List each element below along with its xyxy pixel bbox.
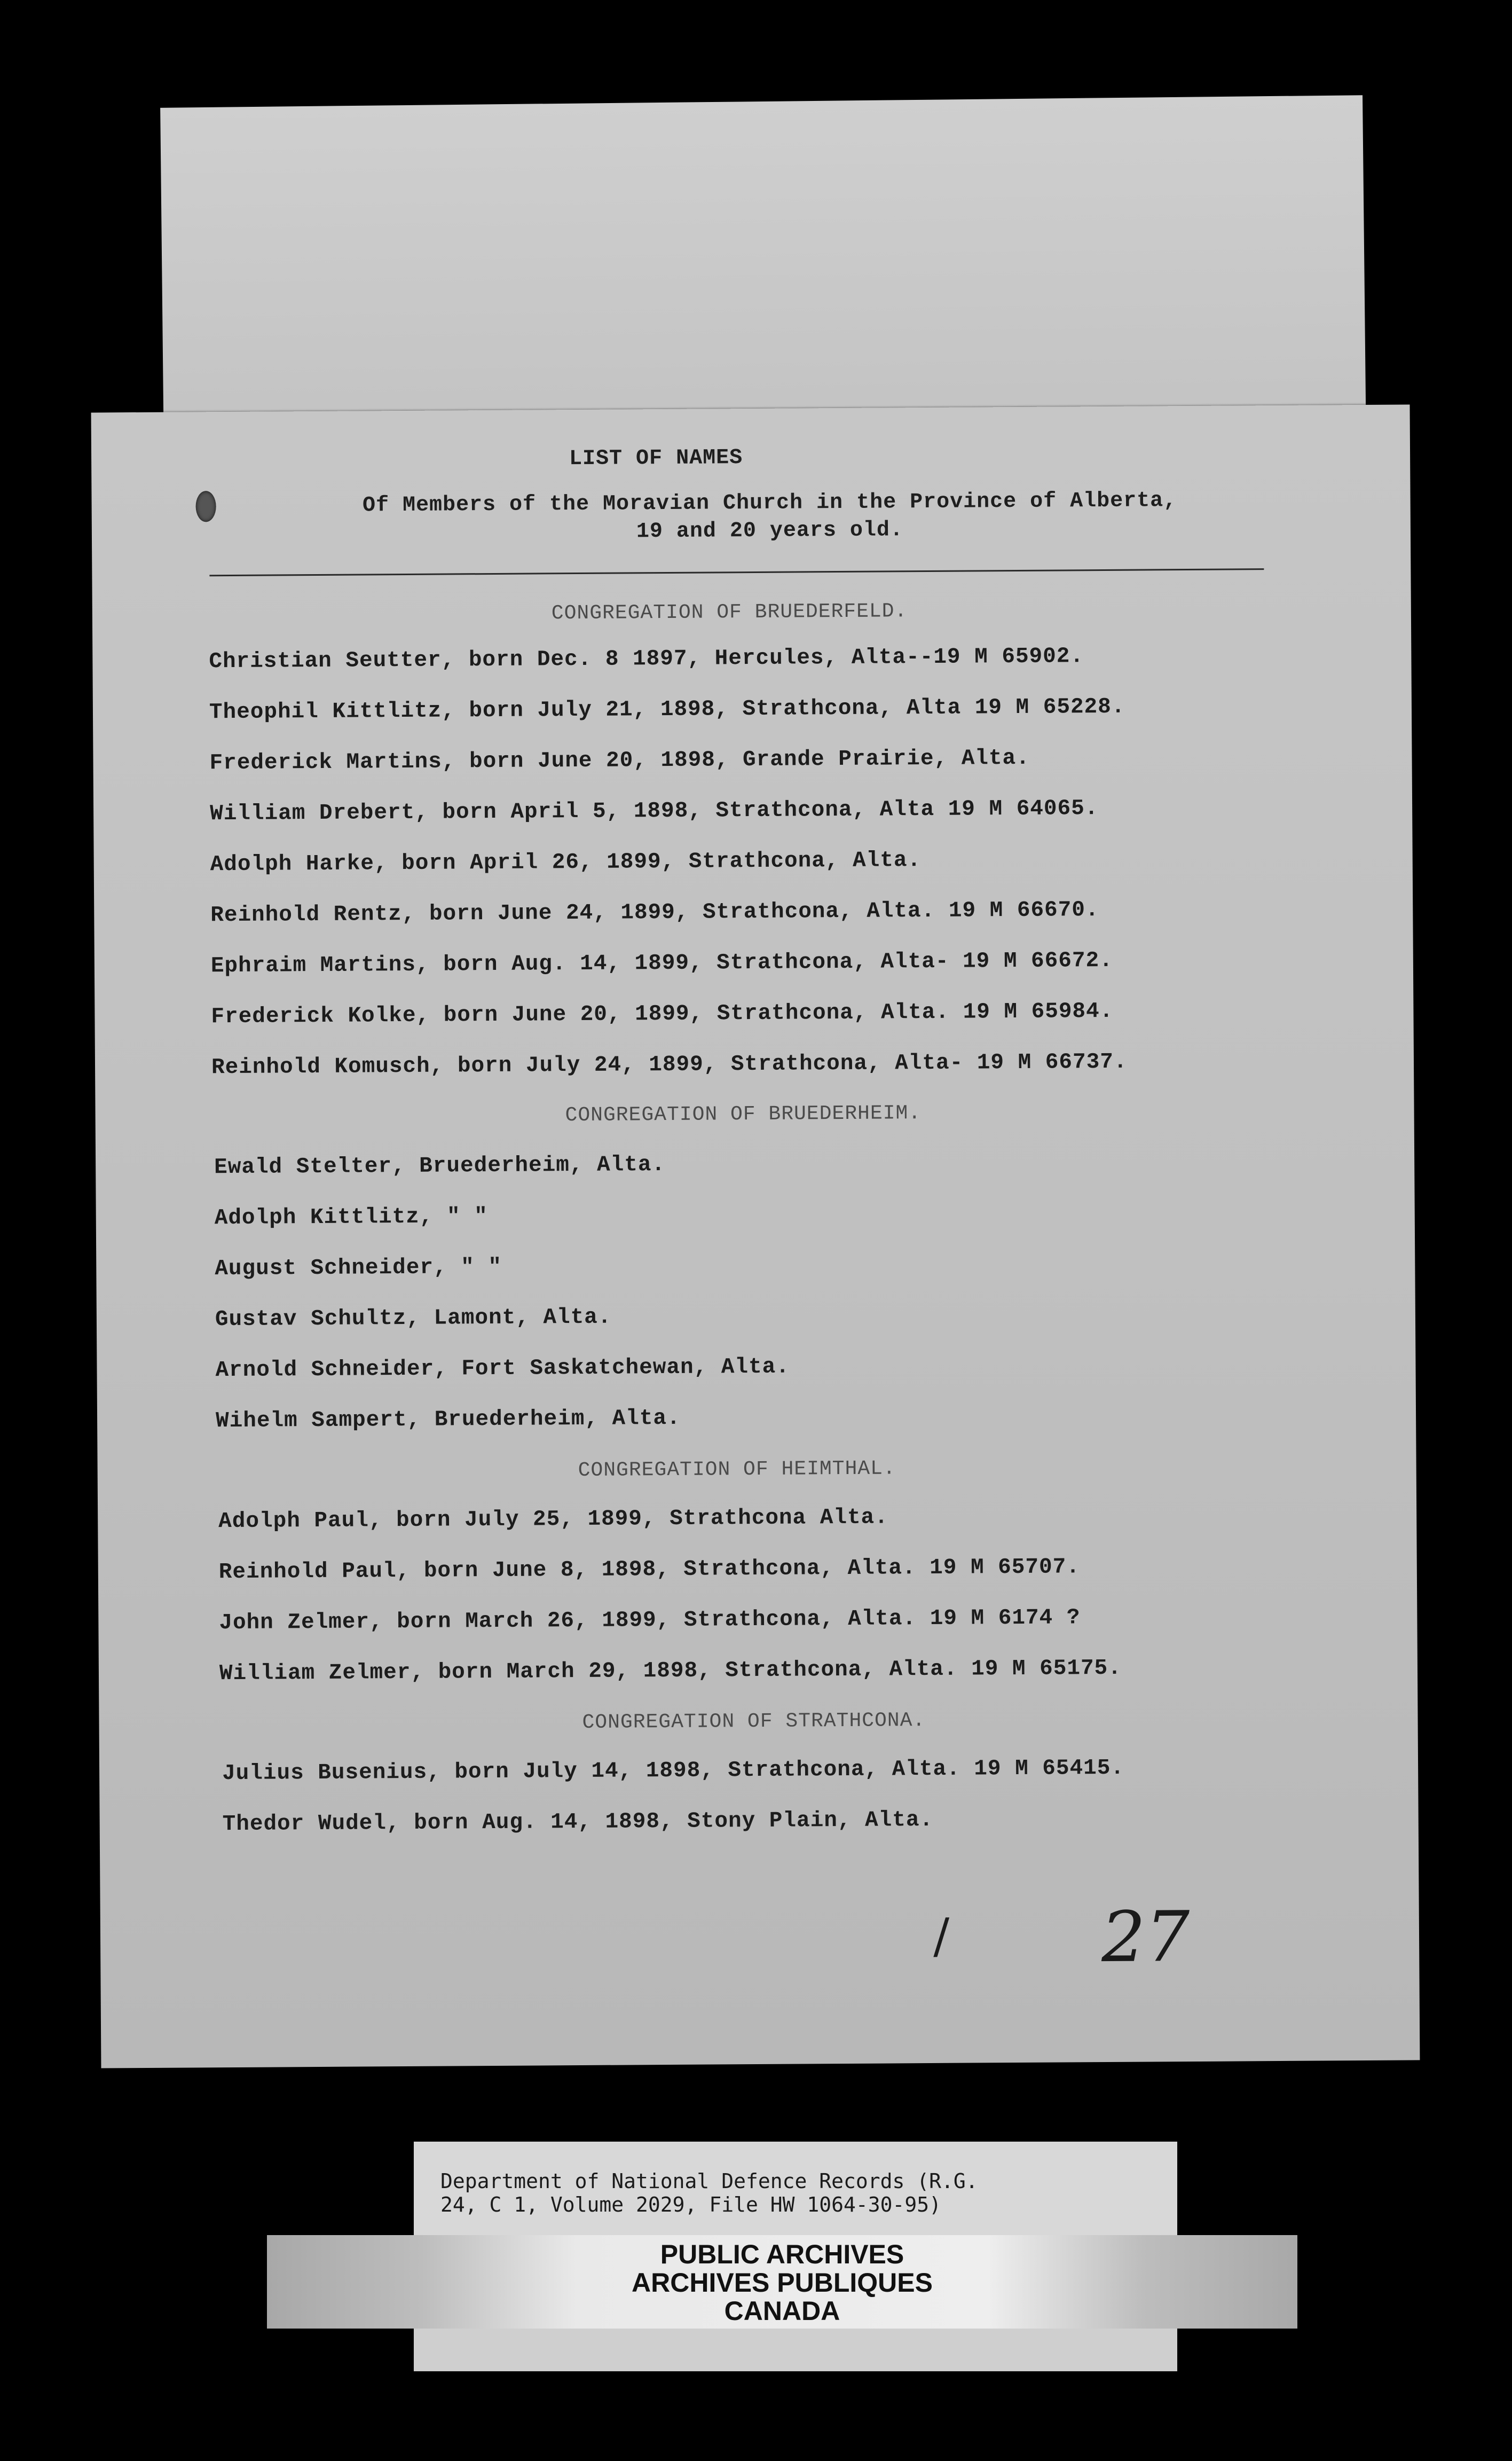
archive-label-footer [414, 2329, 1177, 2371]
list-item: Adolph Paul, born July 25, 1899, Strathcona Alta. [218, 1505, 888, 1534]
list-item: Adolph Harke, born April 26, 1899, Strathcona, Alta. [210, 848, 922, 877]
archives-country: CANADA [724, 2296, 840, 2326]
list-item: William Drebert, born April 5, 1898, Strathcona, Alta 19 M 64065. [210, 796, 1099, 827]
page-number: 27 [1101, 1896, 1190, 1978]
document-subtitle [267, 487, 1272, 548]
list-item: Christian Seutter, born Dec. 8 1897, Hercules, Alta--19 M 65902. [209, 644, 1084, 675]
list-item: William Zelmer, born March 29, 1898, Strathcona, Alta. 19 M 65175. [219, 1656, 1122, 1687]
subtitle-line-2: 19 and 20 years old. [636, 518, 904, 544]
punch-hole [195, 491, 216, 522]
handwritten-stroke: / [933, 1908, 950, 1964]
list-item: Arnold Schneider, Fort Saskatchewan, Alta. [215, 1354, 790, 1383]
list-item: Ewald Stelter, Bruederheim, Alta. [214, 1153, 666, 1180]
list-item: Wihelm Sampert, Bruederheim, Alta. [215, 1406, 681, 1434]
list-item: Gustav Schultz, Lamont, Alta. [215, 1305, 612, 1333]
list-item: Frederick Martins, born June 20, 1898, Grande Prairie, Alta. [209, 746, 1030, 776]
list-item: Adolph Kittlitz, " " [214, 1204, 488, 1231]
document-page [91, 404, 1420, 2068]
list-item: Theophil Kittlitz, born July 21, 1898, Strathcona, Alta 19 M 65228. [209, 694, 1125, 725]
heading-divider [209, 568, 1264, 576]
list-item: John Zelmer, born March 26, 1899, Strathcona, Alta. 19 M 6174 ? [219, 1605, 1081, 1636]
section-title-bruederheim: CONGREGATION OF BRUEDERHEIM. [565, 1102, 922, 1127]
document-heading: LIST OF NAMES [569, 446, 743, 472]
archive-reference-line-2: 24, C 1, Volume 2029, File HW 1064-30-95) [440, 2193, 941, 2216]
section-title-strathcona: CONGREGATION OF STRATHCONA. [582, 1709, 926, 1734]
section-title-bruederfeld: CONGREGATION OF BRUEDERFELD. [551, 600, 908, 625]
list-item: Reinhold Komusch, born July 24, 1899, Strathcona, Alta- 19 M 66737. [211, 1049, 1128, 1080]
subtitle-line-1: Of Members of the Moravian Church in the Province of Alberta, [362, 489, 1177, 518]
list-item: August Schneider, " " [215, 1255, 502, 1282]
section-title-heimthal: CONGREGATION OF HEIMTHAL. [578, 1457, 896, 1483]
archives-name-french: ARCHIVES PUBLIQUES [632, 2268, 933, 2298]
list-item: Frederick Kolke, born June 20, 1899, Strathcona, Alta. 19 M 65984. [211, 999, 1114, 1030]
list-item: Reinhold Paul, born June 8, 1898, Strathcona, Alta. 19 M 65707. [218, 1555, 1080, 1585]
archives-name-english: PUBLIC ARCHIVES [660, 2239, 904, 2269]
list-item: Thedor Wudel, born Aug. 14, 1898, Stony Plain, Alta. [222, 1807, 934, 1837]
list-item: Reinhold Rentz, born June 24, 1899, Strathcona, Alta. 19 M 66670. [210, 898, 1099, 928]
list-item: Julius Busenius, born July 14, 1898, Strathcona, Alta. 19 M 65415. [222, 1755, 1125, 1786]
archive-reference-line-1: Department of National Defence Records (R.G. [440, 2169, 978, 2193]
list-item: Ephraim Martins, born Aug. 14, 1899, Strathcona, Alta- 19 M 66672. [210, 948, 1113, 979]
